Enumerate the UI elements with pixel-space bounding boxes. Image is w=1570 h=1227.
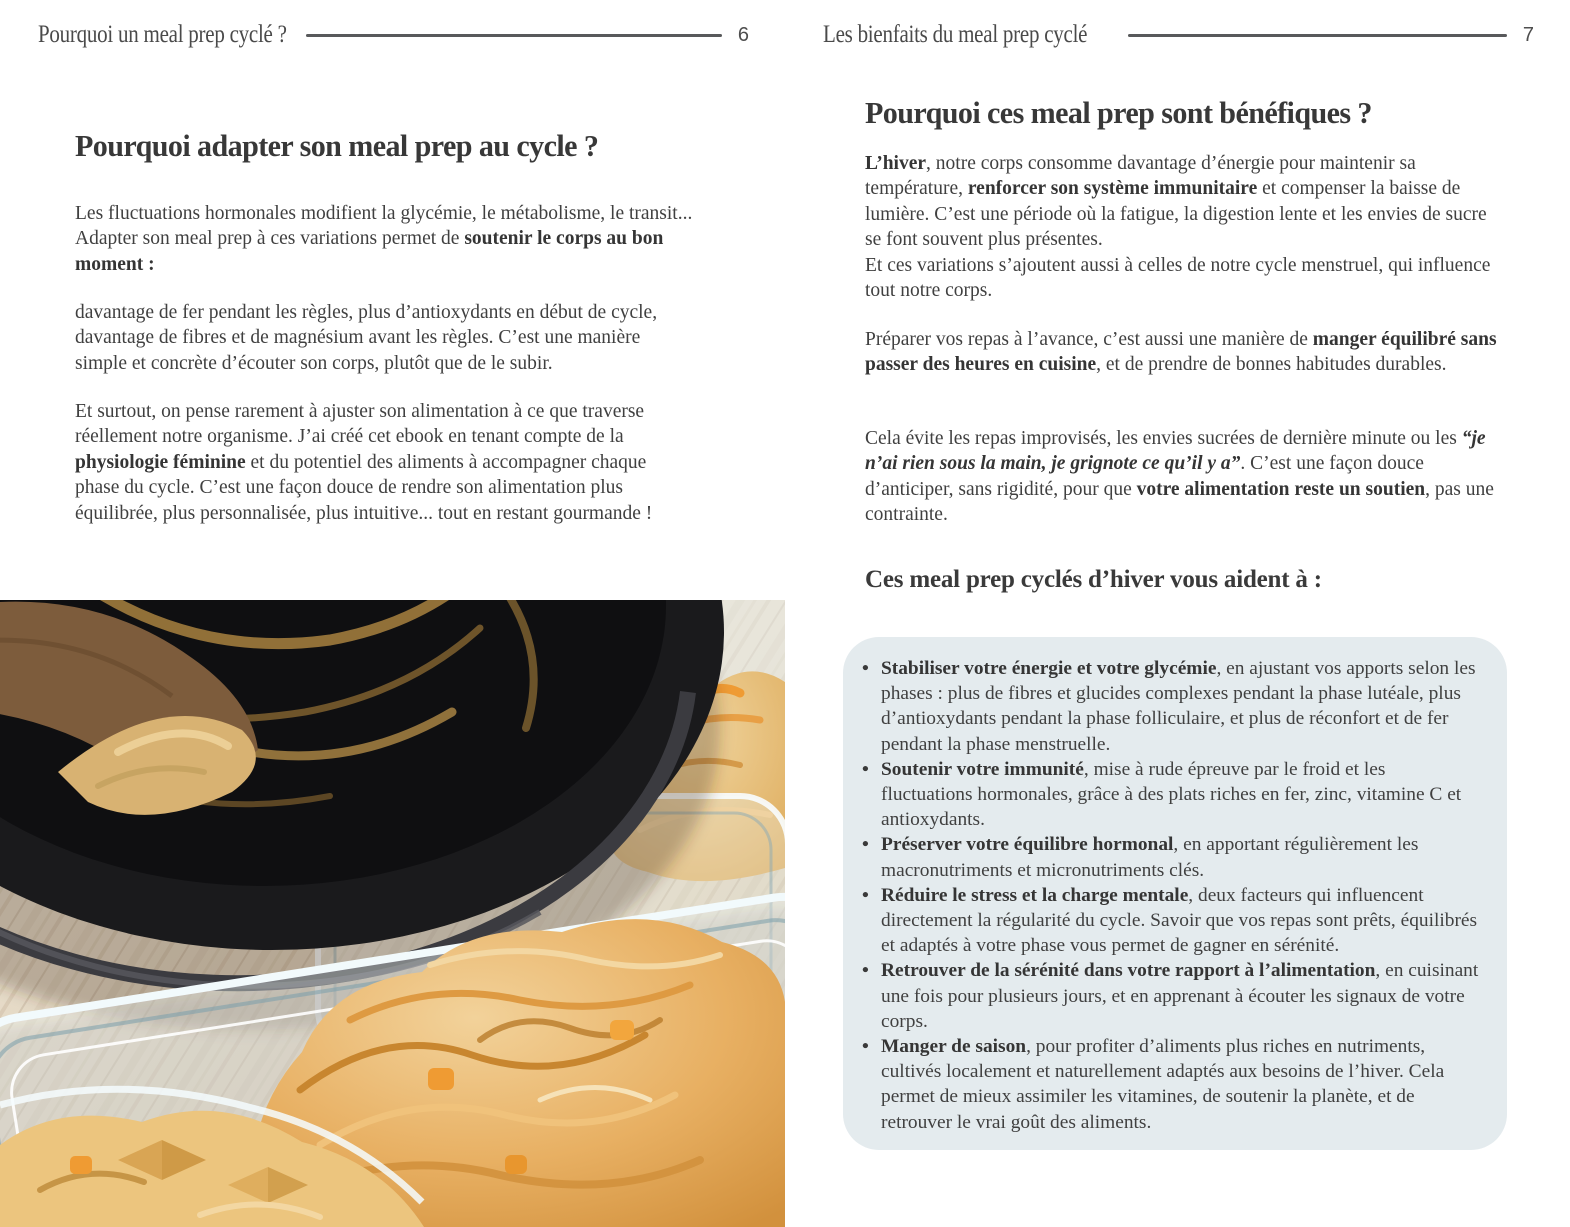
page-header-left bbox=[38, 18, 749, 52]
text-segment: et du potentiel des aliments à accompagner chaque phase du cycle. C’est une façon douce de rendre son alimentation plus équilibrée, plus personnalisée, plus intuitive... tout en restant gourmande ! bbox=[75, 451, 653, 524]
page-title: Pourquoi adapter son meal prep au cycle ? bbox=[75, 128, 599, 163]
benefits-subheading: Ces meal prep cyclés d’hiver vous aident à : bbox=[865, 566, 1322, 593]
header-rule bbox=[1128, 34, 1507, 37]
text-segment: , en cuisinant une fois pour plusieurs jours, et en apprenant à écouter les signaux de votre corps. bbox=[881, 960, 1479, 1032]
text-segment: et compenser la baisse de lumière. C’est une période où la fatigue, la digestion lente et les envies de sucre se font souvent plus présentes. bbox=[865, 178, 1487, 251]
text-segment: Préparer vos repas à l’avance, c’est aussi une manière de bbox=[865, 329, 1313, 350]
text-segment: “je n’ai rien sous la main, je grignote ce qu’il y a” bbox=[865, 428, 1486, 475]
text-segment: renforcer son système immunitaire bbox=[967, 178, 1258, 200]
benefits-list bbox=[859, 656, 1481, 1135]
page-right bbox=[785, 0, 1570, 1227]
text-segment: , notre corps consomme davantage d’énergie pour maintenir sa température, bbox=[865, 153, 1416, 200]
text-segment: , pour profiter d’aliments plus riches en nutriments, cultivés localement et naturellement adaptés aux besoins de l’hiver. Cela permet de mieux assimiler les vitamines, de soutenir la planète, et de retrouver le vrai goût des aliments. bbox=[881, 1036, 1445, 1133]
paragraph bbox=[865, 426, 1497, 528]
meal-prep-photo bbox=[0, 600, 785, 1227]
paragraph bbox=[865, 327, 1497, 378]
benefit-item bbox=[859, 883, 1481, 959]
text-segment: , en ajustant vos apports selon les phases : plus de fibres et glucides complexes pendant la phase lutéale, plus d’antioxydants pendant la phase folliculaire, et plus de réconfort et de fer pendant la phase menstruelle. bbox=[881, 658, 1476, 755]
paragraph bbox=[75, 399, 693, 526]
benefit-item bbox=[859, 832, 1481, 882]
text-segment: physiologie féminine bbox=[75, 451, 246, 473]
text-segment: Préserver votre équilibre hormonal bbox=[881, 834, 1174, 856]
text-segment: , en apportant régulièrement les macronutriments et micronutriments clés. bbox=[881, 834, 1419, 881]
paragraph bbox=[75, 201, 693, 277]
text-segment: , deux facteurs qui influencent directement la régularité du cycle. Savoir que vos repas sont prêts, équilibrés et adaptés à votre phase vous permet de gagner en sérénité. bbox=[881, 884, 1478, 957]
benefit-item bbox=[859, 656, 1481, 757]
benefit-item bbox=[859, 958, 1481, 1034]
text-segment: Soutenir votre immunité bbox=[881, 758, 1084, 780]
text-segment: Stabiliser votre énergie et votre glycémie bbox=[881, 658, 1217, 679]
text-segment: , mise à rude épreuve par le froid et les fluctuations hormonales, grâce à des plats riches en fer, zinc, vitamine C et antioxydants. bbox=[881, 758, 1462, 831]
text-segment: manger équilibré sans passer des heures en cuisine bbox=[865, 329, 1497, 376]
text-segment: Les fluctuations hormonales modifient la glycémie, le métabolisme, le transit... Adapter son meal prep à ces variations permet de bbox=[75, 203, 693, 250]
text-segment: votre alimentation reste un soutien bbox=[1136, 478, 1426, 500]
text-segment: Retrouver de la sérénité dans votre rapport à l’alimentation bbox=[881, 960, 1376, 982]
paragraph bbox=[865, 151, 1497, 303]
paragraph bbox=[75, 300, 693, 376]
benefit-item bbox=[859, 757, 1481, 833]
text-segment: soutenir le corps au bon moment : bbox=[75, 228, 664, 275]
text-segment: Manger de saison bbox=[881, 1036, 1027, 1058]
text-segment: L’hiver bbox=[865, 153, 927, 174]
text-segment: davantage de fer pendant les règles, plus d’antioxydants en début de cycle, davantage de fibres et de magnésium avant les règles. C’est une manière simple et concrète d’écouter son corps, plutôt que de le subir. bbox=[75, 302, 658, 374]
text-segment: , pas une contrainte. bbox=[865, 478, 1494, 526]
text-segment: Cela évite les repas improvisés, les envies sucrées de dernière minute ou les bbox=[865, 428, 1462, 449]
benefit-item bbox=[859, 1034, 1481, 1135]
running-header-title: Les bienfaits du meal prep cyclé bbox=[823, 21, 1088, 48]
text-segment: Et surtout, on pense rarement à ajuster son alimentation à ce que traverse réellement notre organisme. J’ai créé cet ebook en tenant compte de la bbox=[75, 401, 645, 448]
page-number: 6 bbox=[737, 23, 749, 46]
text-segment: . C’est une façon douce d’anticiper, sans rigidité, pour que bbox=[865, 453, 1424, 500]
text-segment: Réduire le stress et la charge mentale bbox=[881, 884, 1189, 906]
text-segment: , et de prendre de bonnes habitudes durables. bbox=[1096, 354, 1447, 376]
page-header-right bbox=[823, 18, 1534, 52]
page-number: 7 bbox=[1522, 23, 1534, 46]
benefits-box bbox=[843, 637, 1507, 1150]
page-title: Pourquoi ces meal prep sont bénéfiques ? bbox=[865, 95, 1372, 130]
running-header-title: Pourquoi un meal prep cyclé ? bbox=[38, 21, 287, 48]
text-segment: Et ces variations s’ajoutent aussi à celles de notre cycle menstruel, qui influence tout notre corps. bbox=[865, 254, 1491, 302]
header-rule bbox=[306, 34, 722, 37]
